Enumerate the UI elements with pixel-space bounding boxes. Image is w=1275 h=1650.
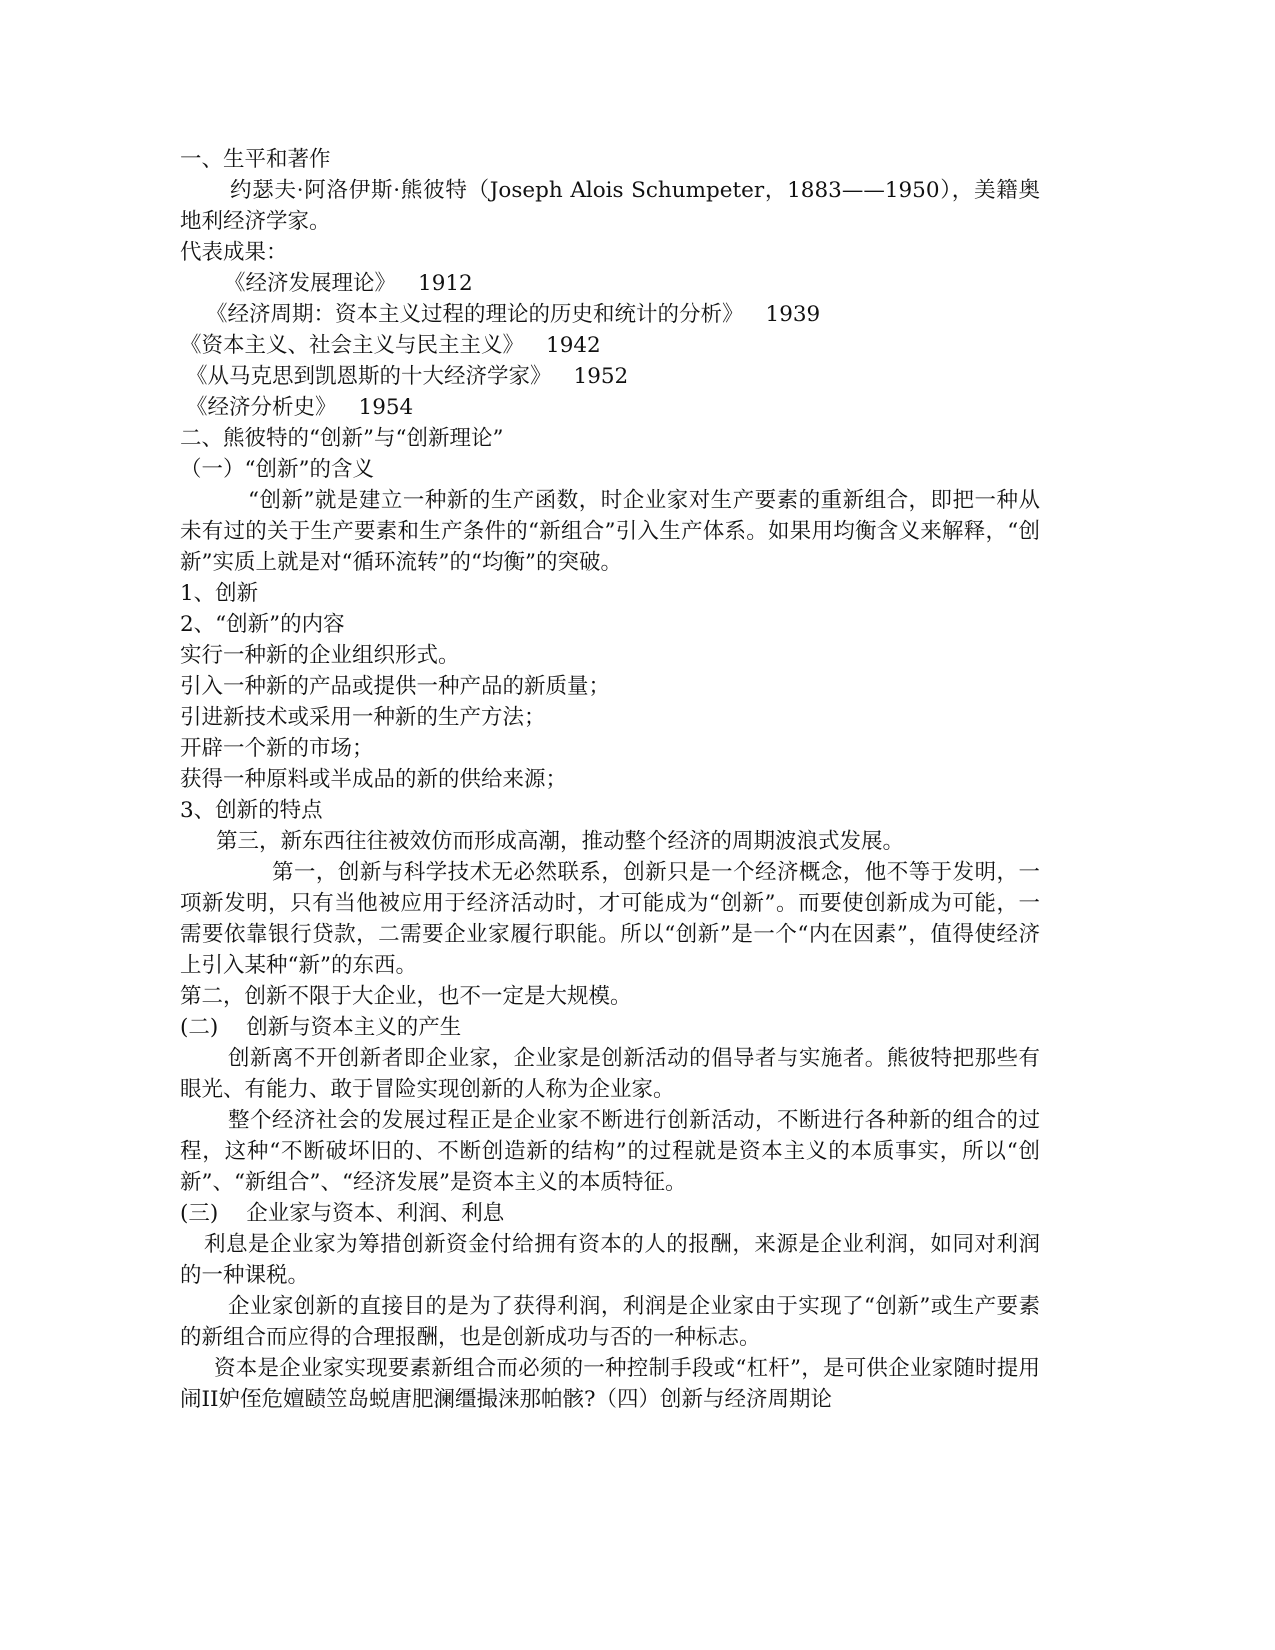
- paragraph-process: 整个经济社会的发展过程正是企业家不断进行创新活动，不断进行各种新的组合的过程，这种“不断破坏旧的、不断创造新的结构”的过程就是资本主义的本质事实，所以“创新”、“新组合”、“经济发展”是资本主义的本质特征。: [180, 1108, 1040, 1195]
- feature-second: 第二，创新不限于大企业，也不一定是大规模。: [180, 984, 632, 1009]
- paragraph-biography: 约瑟夫·阿洛伊斯·熊彼特（Joseph Alois Schumpeter，1883——1950），美籍奥地利经济学家。: [180, 178, 1040, 234]
- works-heading: 代表成果：: [180, 240, 288, 265]
- work-item: [224, 268, 1040, 299]
- subheading-number: (二): [180, 1015, 219, 1040]
- subheading-meaning: （一）“创新”的含义: [180, 457, 374, 482]
- work-item: [186, 361, 1040, 392]
- work-item: [186, 392, 1040, 423]
- heading-innovation-theory: 二、熊彼特的“创新”与“创新理论”: [180, 426, 504, 451]
- subheading-title: 创新与资本主义的产生: [246, 1015, 462, 1040]
- heading-life-and-works: 一、生平和著作: [180, 147, 331, 172]
- work-year: 1952: [573, 364, 629, 389]
- work-item: [180, 330, 1040, 361]
- content-item: 获得一种原料或半成品的新的供给来源；: [180, 767, 568, 792]
- work-year: 1942: [546, 333, 601, 358]
- section-innovation: 1、创新: [180, 581, 259, 606]
- content-item: 引入一种新的产品或提供一种产品的新质量；: [180, 674, 611, 699]
- work-title: 《经济周期：资本主义过程的理论的历史和统计的分析》: [206, 302, 744, 327]
- feature-first: 第一，创新与科学技术无必然联系，创新只是一个经济概念，他不等于发明，一项新发明，只有当他被应用于经济活动时，才可能成为“创新”。而要使创新成为可能，一需要依靠银行贷款，二需要企业家履行职能。所以“创新”是一个“内在因素”，值得使经济上引入某种“新”的东西。: [180, 860, 1040, 978]
- paragraph-profit: 企业家创新的直接目的是为了获得利润，利润是企业家由于实现了“创新”或生产要素的新组合而应得的合理报酬，也是创新成功与否的一种标志。: [180, 1294, 1040, 1350]
- work-title: 《经济发展理论》: [224, 271, 397, 296]
- work-year: 1954: [358, 395, 414, 420]
- section-content: 2、“创新”的内容: [180, 612, 345, 637]
- work-title: 《从马克思到凯恩斯的十大经济学家》: [186, 364, 552, 389]
- subheading-number: (三): [180, 1201, 219, 1226]
- subheading-capitalism-origin: [180, 1012, 1040, 1043]
- content-item: 引进新技术或采用一种新的生产方法；: [180, 705, 546, 730]
- paragraph-interest: 利息是企业家为筹措创新资金付给拥有资本的人的报酬，来源是企业利润，如同对利润的一种课税。: [180, 1232, 1040, 1288]
- work-year: 1939: [765, 302, 821, 327]
- paragraph-capital: 资本是企业家实现要素新组合而必须的一种控制手段或“杠杆”，是可供企业家随时提用闹II妒侄危嬗赜笠岛蜕唐肥澜缰撮涞那帕骸?（四）创新与经济周期论: [180, 1356, 1040, 1412]
- subheading-capital-profit-interest: [180, 1198, 1040, 1229]
- content-item: 开辟一个新的市场；: [180, 736, 374, 761]
- work-title: 《经济分析史》: [186, 395, 337, 420]
- section-features: 3、创新的特点: [180, 798, 323, 823]
- paragraph-entrepreneur: 创新离不开创新者即企业家，企业家是创新活动的倡导者与实施者。熊彼特把那些有眼光、有能力、敢于冒险实现创新的人称为企业家。: [180, 1046, 1040, 1102]
- work-year: 1912: [418, 271, 473, 296]
- work-item: [206, 299, 1040, 330]
- subheading-title: 企业家与资本、利润、利息: [246, 1201, 505, 1226]
- work-title: 《资本主义、社会主义与民主主义》: [180, 333, 525, 358]
- paragraph-definition: “创新”就是建立一种新的生产函数，时企业家对生产要素的重新组合，即把一种从未有过的关于生产要素和生产条件的“新组合”引入生产体系。如果用均衡含义来解释，“创新”实质上就是对“循环流转”的“均衡”的突破。: [180, 488, 1040, 575]
- content-item: 实行一种新的企业组织形式。: [180, 643, 460, 668]
- feature-third: 第三，新东西往往被效仿而形成高潮，推动整个经济的周期波浪式发展。: [216, 829, 905, 854]
- document-body: [180, 144, 1040, 1415]
